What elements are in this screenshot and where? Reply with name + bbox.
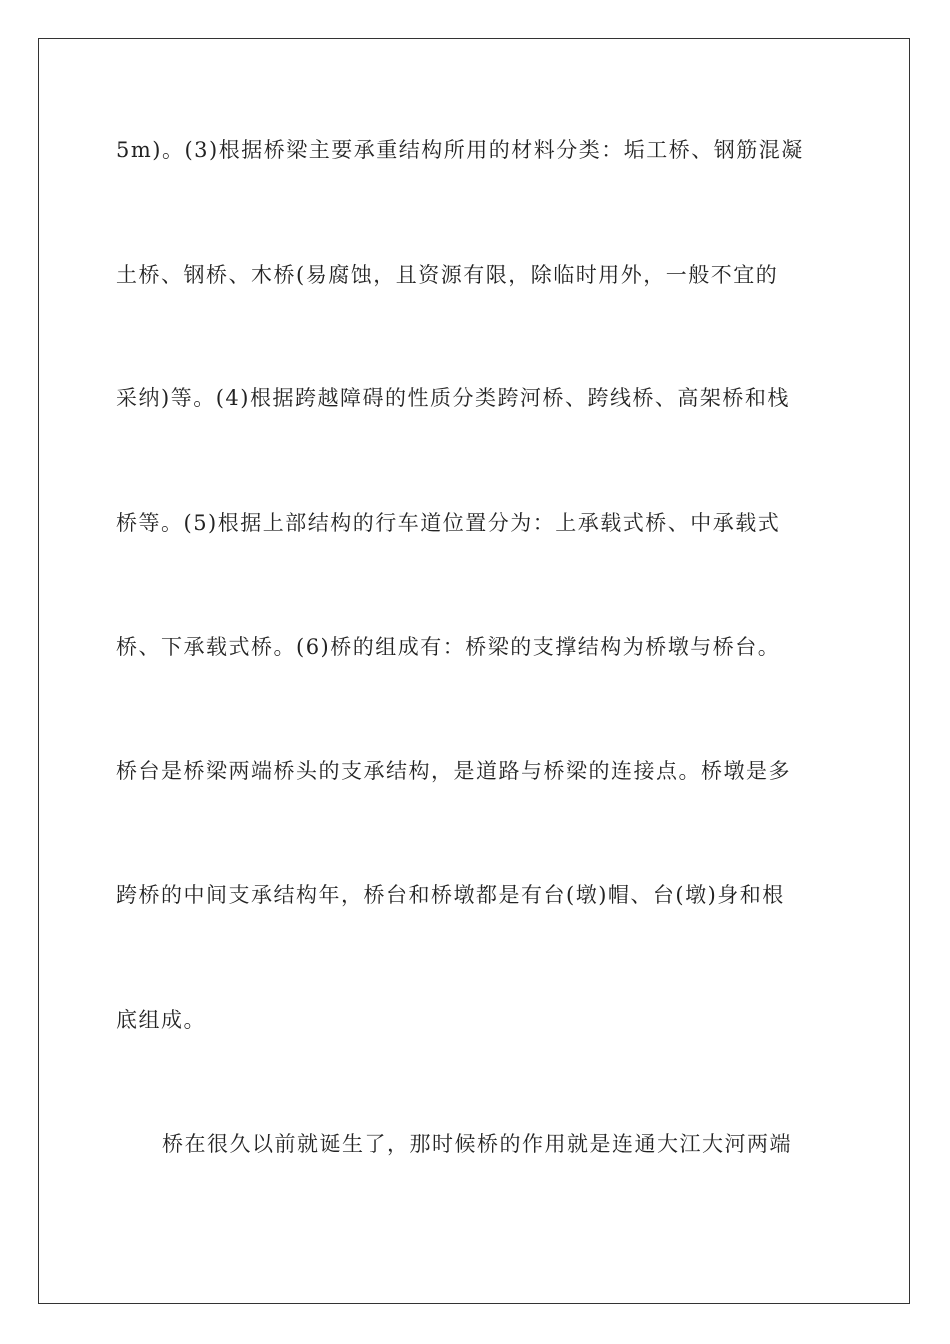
paragraph-line-8: 底组成。 bbox=[116, 1008, 206, 1032]
paragraph-line-6: 桥台是桥梁两端桥头的支承结构，是道路与桥梁的连接点。桥墩是多 bbox=[116, 759, 791, 783]
page-border bbox=[38, 38, 910, 1304]
paragraph-line-1: 5m)。(3)根据桥梁主要承重结构所用的材料分类：垢工桥、钢筋混凝 bbox=[116, 138, 804, 162]
paragraph-line-7: 跨桥的中间支承结构年，桥台和桥墩都是有台(墩)帽、台(墩)身和根 bbox=[116, 883, 785, 907]
paragraph-line-4: 桥等。(5)根据上部结构的行车道位置分为：上承载式桥、中承载式 bbox=[116, 511, 781, 535]
paragraph-line-3: 采纳)等。(4)根据跨越障碍的性质分类跨河桥、跨线桥、高架桥和栈 bbox=[116, 386, 790, 410]
paragraph-line-2: 土桥、钢桥、木桥(易腐蚀，且资源有限，除临时用外，一般不宜的 bbox=[116, 263, 779, 287]
paragraph-line-9: 桥在很久以前就诞生了，那时候桥的作用就是连通大江大河两端 bbox=[162, 1132, 792, 1156]
paragraph-line-5: 桥、下承载式桥。(6)桥的组成有：桥梁的支撑结构为桥墩与桥台。 bbox=[116, 635, 781, 659]
